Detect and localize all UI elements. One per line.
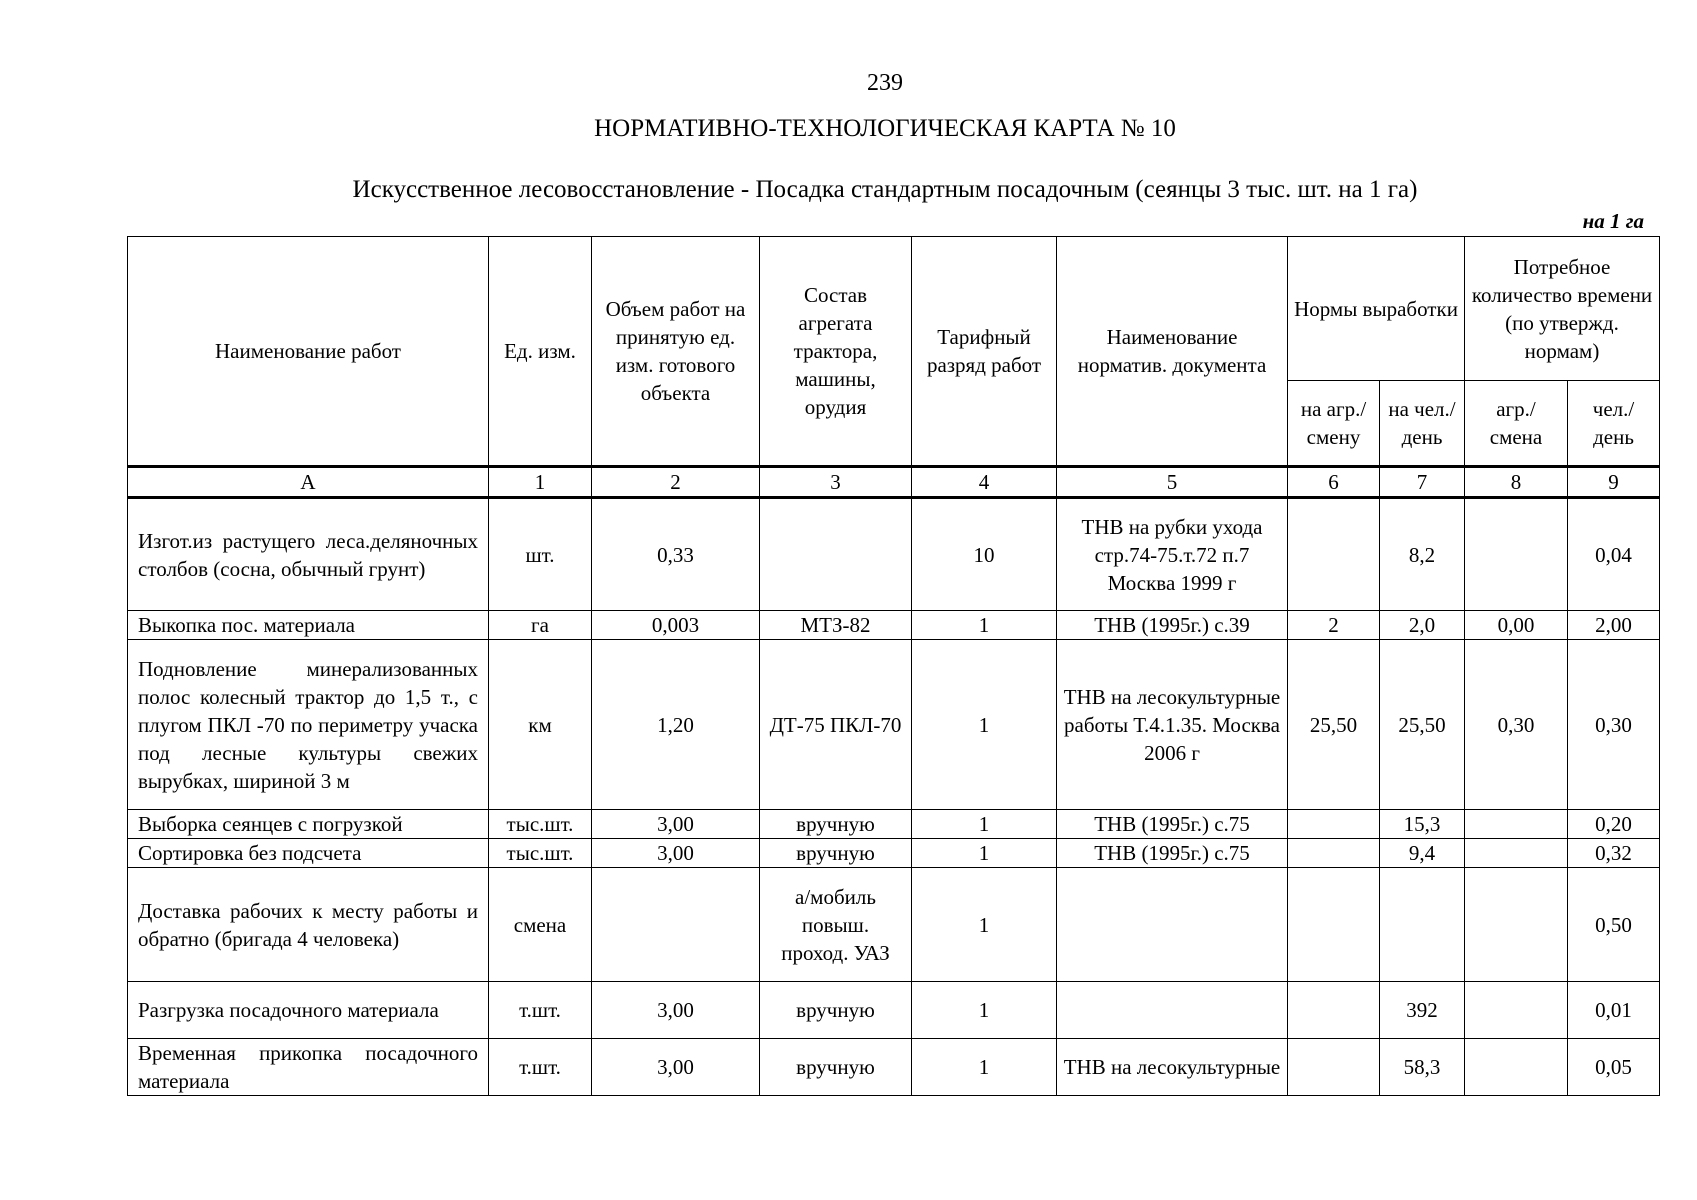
need-agr-cell: 0,30: [1465, 640, 1568, 810]
header-need-man: чел./ день: [1568, 381, 1660, 467]
tariff-cell: 1: [912, 640, 1057, 810]
header-norms: Нормы выработки: [1288, 237, 1465, 381]
norm-man-cell: 8,2: [1380, 498, 1465, 611]
document-subtitle: Искусственное лесовосстановление - Посадка стандартным посадочным (сеянцы 3 тыс. шт. на 1 га): [352, 176, 1418, 203]
volume-cell: 3,00: [592, 839, 760, 868]
need-agr-cell: 0,00: [1465, 611, 1568, 640]
column-number: А: [128, 467, 489, 498]
work-name-cell: Разгрузка посадочного материала: [128, 982, 489, 1039]
unit-cell: смена: [489, 868, 592, 982]
tariff-cell: 1: [912, 1039, 1057, 1096]
header-volume: Объем работ на принятую ед. изм. готового объекта: [592, 237, 760, 467]
header-need-agr: агр./ смена: [1465, 381, 1568, 467]
norm-man-cell: 2,0: [1380, 611, 1465, 640]
work-name-cell: Сортировка без подсчета: [128, 839, 489, 868]
table-row: [128, 868, 1660, 982]
column-number: 6: [1288, 467, 1380, 498]
page-number: 239: [867, 70, 903, 96]
column-number: 3: [760, 467, 912, 498]
volume-cell: 3,00: [592, 1039, 760, 1096]
need-man-cell: 0,04: [1568, 498, 1660, 611]
header-tariff: Тарифный разряд работ: [912, 237, 1057, 467]
header-time-needed: Потребное количество времени (по утвержд. нормам): [1465, 237, 1660, 381]
norm-man-cell: 58,3: [1380, 1039, 1465, 1096]
norm-agr-cell: 2: [1288, 611, 1380, 640]
table-row: [128, 640, 1660, 810]
need-man-cell: 0,20: [1568, 810, 1660, 839]
column-number: 5: [1057, 467, 1288, 498]
column-number: 1: [489, 467, 592, 498]
machine-cell: ДТ-75 ПКЛ-70: [760, 640, 912, 810]
volume-cell: 3,00: [592, 810, 760, 839]
norm-agr-cell: [1288, 810, 1380, 839]
machine-cell: вручную: [760, 1039, 912, 1096]
tariff-cell: 1: [912, 611, 1057, 640]
column-number: 7: [1380, 467, 1465, 498]
document-cell: ТНВ (1995г.) с.39: [1057, 611, 1288, 640]
table-row: [128, 1039, 1660, 1096]
document-title: НОРМАТИВНО-ТЕХНОЛОГИЧЕСКАЯ КАРТА № 10: [594, 115, 1176, 142]
machine-cell: МТЗ-82: [760, 611, 912, 640]
unit-cell: тыс.шт.: [489, 810, 592, 839]
document-cell: ТНВ (1995г.) с.75: [1057, 810, 1288, 839]
norm-man-cell: 9,4: [1380, 839, 1465, 868]
norm-agr-cell: [1288, 839, 1380, 868]
unit-cell: га: [489, 611, 592, 640]
norm-man-cell: 25,50: [1380, 640, 1465, 810]
norm-agr-cell: [1288, 868, 1380, 982]
need-man-cell: 0,32: [1568, 839, 1660, 868]
norm-agr-cell: [1288, 498, 1380, 611]
work-name-cell: Изгот.из растущего леса.деляночных столбов (сосна, обычный грунт): [128, 498, 489, 611]
column-number: 9: [1568, 467, 1660, 498]
need-agr-cell: [1465, 810, 1568, 839]
need-agr-cell: [1465, 839, 1568, 868]
document-cell: ТНВ (1995г.) с.75: [1057, 839, 1288, 868]
need-man-cell: 0,05: [1568, 1039, 1660, 1096]
document-cell: ТНВ на рубки ухода стр.74-75.т.72 п.7 Москва 1999 г: [1057, 498, 1288, 611]
column-numbers-row: [128, 467, 1660, 498]
norm-man-cell: 392: [1380, 982, 1465, 1039]
unit-note: на 1 га: [1582, 209, 1644, 233]
column-number: 2: [592, 467, 760, 498]
document-cell: ТНВ на лесокультурные работы Т.4.1.35. Москва 2006 г: [1057, 640, 1288, 810]
machine-cell: вручную: [760, 982, 912, 1039]
header-unit-composition: Состав агрегата трактора, машины, орудия: [760, 237, 912, 467]
column-number: 8: [1465, 467, 1568, 498]
norm-agr-cell: 25,50: [1288, 640, 1380, 810]
document-cell: ТНВ на лесокультурные: [1057, 1039, 1288, 1096]
need-man-cell: 0,50: [1568, 868, 1660, 982]
need-agr-cell: [1465, 982, 1568, 1039]
need-man-cell: 2,00: [1568, 611, 1660, 640]
norm-man-cell: 15,3: [1380, 810, 1465, 839]
tariff-cell: 1: [912, 839, 1057, 868]
unit-cell: т.шт.: [489, 1039, 592, 1096]
machine-cell: а/мобиль повыш. проход. УАЗ: [760, 868, 912, 982]
work-name-cell: Временная прикопка посадочного материала: [128, 1039, 489, 1096]
need-man-cell: 0,01: [1568, 982, 1660, 1039]
tariff-cell: 10: [912, 498, 1057, 611]
header-norms-agr: на агр./ смену: [1288, 381, 1380, 467]
document-cell: [1057, 982, 1288, 1039]
table-row: [128, 810, 1660, 839]
header-document: Наименование норматив. документа: [1057, 237, 1288, 467]
table-row: [128, 839, 1660, 868]
table-row: [128, 611, 1660, 640]
document-cell: [1057, 868, 1288, 982]
need-agr-cell: [1465, 868, 1568, 982]
machine-cell: вручную: [760, 839, 912, 868]
need-agr-cell: [1465, 498, 1568, 611]
need-agr-cell: [1465, 1039, 1568, 1096]
norm-agr-cell: [1288, 982, 1380, 1039]
work-name-cell: Выкопка пос. материала: [128, 611, 489, 640]
volume-cell: 0,003: [592, 611, 760, 640]
header-norms-man: на чел./ день: [1380, 381, 1465, 467]
work-name-cell: Доставка рабочих к месту работы и обратно (бригада 4 человека): [128, 868, 489, 982]
unit-cell: т.шт.: [489, 982, 592, 1039]
machine-cell: [760, 498, 912, 611]
work-name-cell: Выборка сеянцев с погрузкой: [128, 810, 489, 839]
volume-cell: [592, 868, 760, 982]
need-man-cell: 0,30: [1568, 640, 1660, 810]
unit-cell: км: [489, 640, 592, 810]
norms-table: [127, 236, 1660, 1096]
tariff-cell: 1: [912, 810, 1057, 839]
machine-cell: вручную: [760, 810, 912, 839]
tariff-cell: 1: [912, 868, 1057, 982]
norm-man-cell: [1380, 868, 1465, 982]
header-work-name: Наименование работ: [128, 237, 489, 467]
table-row: [128, 498, 1660, 611]
norm-agr-cell: [1288, 1039, 1380, 1096]
work-name-cell: Подновление минерализованных полос колесный трактор до 1,5 т., с плугом ПКЛ -70 по периметру учаска под лесные культуры свежих вырубках, шириной 3 м: [128, 640, 489, 810]
unit-cell: шт.: [489, 498, 592, 611]
tariff-cell: 1: [912, 982, 1057, 1039]
volume-cell: 0,33: [592, 498, 760, 611]
volume-cell: 1,20: [592, 640, 760, 810]
column-number: 4: [912, 467, 1057, 498]
table-row: [128, 982, 1660, 1039]
unit-cell: тыс.шт.: [489, 839, 592, 868]
volume-cell: 3,00: [592, 982, 760, 1039]
header-unit: Ед. изм.: [489, 237, 592, 467]
